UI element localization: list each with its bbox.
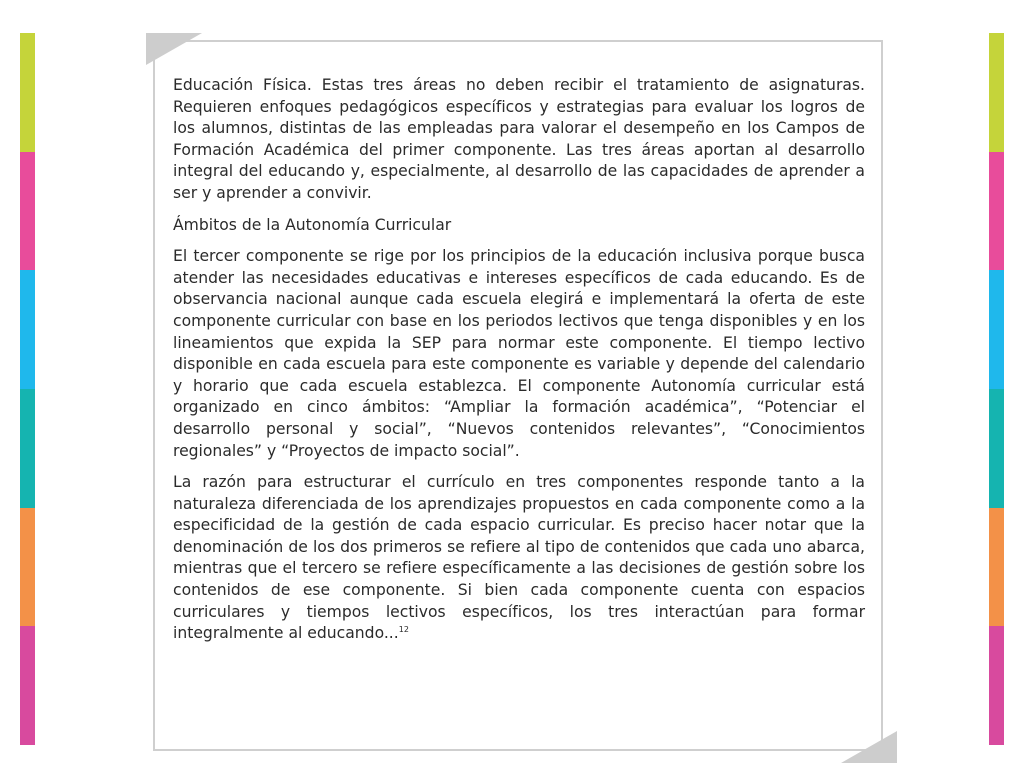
- stripe-segment-orange: [989, 508, 1004, 627]
- stripe-segment-lime: [989, 33, 1004, 152]
- paragraph-2: El tercer componente se rige por los principios de la educación inclusiva porque busca atender las necesidades educativas e intereses específicos de cada educando. Es de observancia nacional aunque cada escuela elegirá e implementará la oferta de este componente curricular con base en los periodos lectivos que tenga disponibles y en los lineamientos que expida la SEP para normar este componente. El tiempo lectivo disponible en cada escuela para este componente es variable y depende del calendario y horario que cada escuela establezca. El componente Autonomía curricular está organizado en cinco ámbitos: “Ampliar la formación académica”, “Potenciar el desarrollo personal y social”, “Nuevos contenidos relevantes”, “Conocimientos regionales” y “Proyectos de impacto social”.: [173, 247, 865, 460]
- stripe-segment-magenta: [20, 626, 35, 745]
- corner-fold-top-left: [146, 33, 202, 65]
- stripe-segment-pink: [989, 152, 1004, 271]
- left-color-stripe: [20, 33, 35, 745]
- corner-fold-bottom-right: [841, 731, 897, 763]
- paragraph-3-text: La razón para estructurar el currículo en tres componentes responde tanto a la naturaleza diferenciada de los aprendizajes propuestos en cada componente como a la especificidad de la gestión de cada espacio curricular. Es preciso hacer notar que la denominación de los dos primeros se refiere al tipo de contenidos que cada uno abarca, mientras que el tercero se refiere específicamente a las decisiones de gestión sobre los contenidos de ese componente. Si bien cada componente cuenta con espacios curriculares y tiempos lectivos específicos, los tres interactúan para formar integralmente al educando...: [173, 473, 865, 643]
- stripe-segment-magenta: [989, 626, 1004, 745]
- document-content: [173, 75, 865, 655]
- stripe-segment-pink: [20, 152, 35, 271]
- stripe-segment-teal: [20, 389, 35, 508]
- paragraph-3: [173, 472, 865, 645]
- paragraph-1: Educación Física. Estas tres áreas no deben recibir el tratamiento de asignaturas. Requieren enfoques pedagógicos específicos y estrategias para evaluar los logros de los alumnos, distintas de las empleadas para valorar el desempeño en los Campos de Formación Académica del primer componente. Las tres áreas aportan al desarrollo integral del educando y, especialmente, al desarrollo de las capacidades de aprender a ser y aprender a convivir.: [173, 76, 865, 202]
- stripe-segment-teal: [989, 389, 1004, 508]
- stripe-segment-blue: [989, 270, 1004, 389]
- footnote-reference: 12: [398, 625, 409, 635]
- section-heading: Ámbitos de la Autonomía Curricular: [173, 215, 452, 234]
- stripe-segment-lime: [20, 33, 35, 152]
- stripe-segment-blue: [20, 270, 35, 389]
- stripe-segment-orange: [20, 508, 35, 627]
- right-color-stripe: [989, 33, 1004, 745]
